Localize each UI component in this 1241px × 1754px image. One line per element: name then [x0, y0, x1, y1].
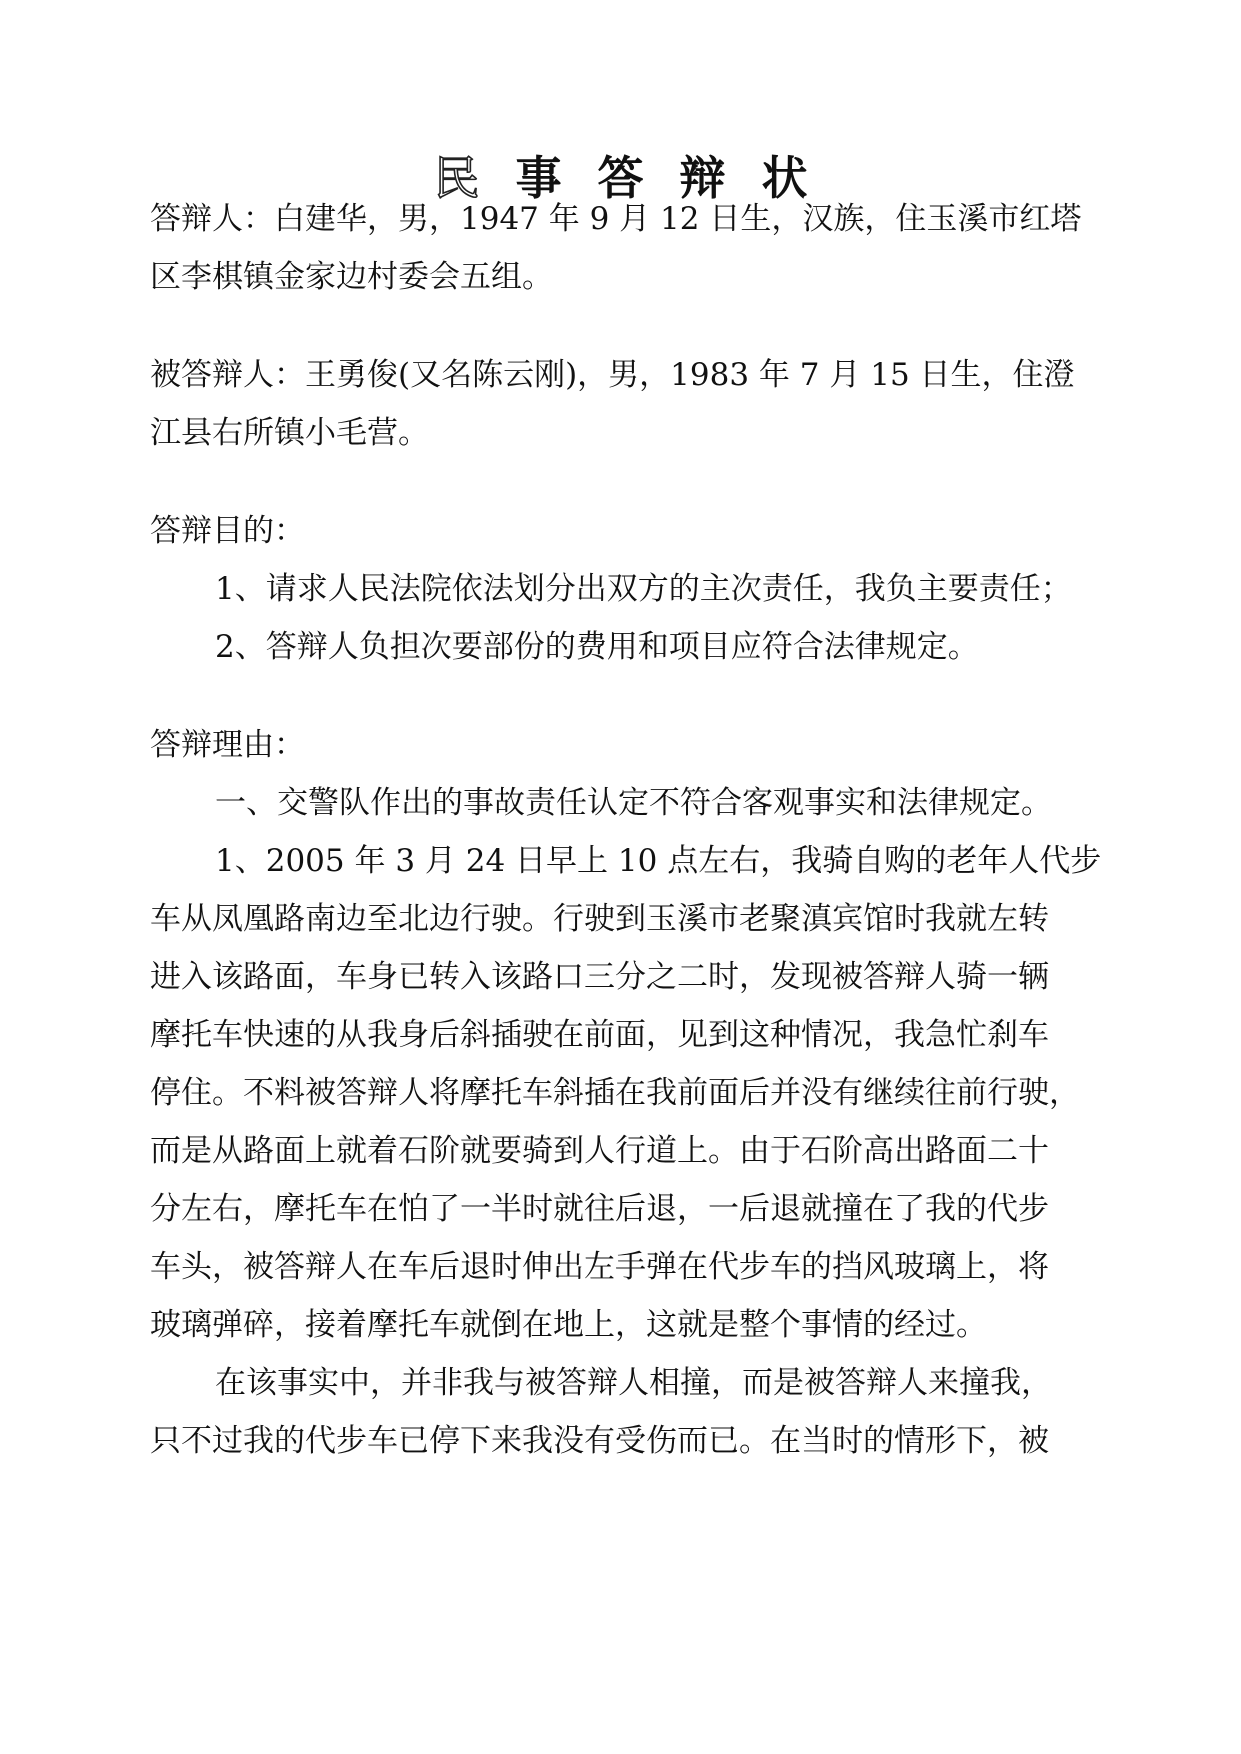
- title-char-3: 答: [597, 151, 644, 205]
- title-char-5: 状: [761, 151, 808, 205]
- reason-paragraph-line: 而是从路面上就着石阶就要骑到人行道上。由于石阶高出路面二十: [150, 1133, 1049, 1169]
- respondent-info-line-1: 被答辩人：王勇俊(又名陈云刚)，男，1983 年 7 月 15 日生，住澄: [150, 357, 1075, 393]
- reason-paragraph-line: 停住。不料被答辩人将摩托车斜插在我前面后并没有继续往前行驶，: [150, 1075, 1080, 1111]
- reason-paragraph-line: 玻璃弹碎，接着摩托车就倒在地上，这就是整个事情的经过。: [150, 1307, 987, 1343]
- purpose-heading: 答辩目的：: [150, 513, 305, 549]
- reason-paragraph-line: 车从凤凰路南边至北边行驶。行驶到玉溪市老聚滇宾馆时我就左转: [150, 901, 1049, 937]
- respondent-info-line-2: 江县右所镇小毛营。: [150, 415, 429, 451]
- title-char-4: 辩: [679, 151, 726, 205]
- title-char-2: 事: [515, 151, 562, 205]
- reason-paragraph-line: 车头，被答辩人在车后退时伸出左手弹在代步车的挡风玻璃上，将: [150, 1249, 1049, 1285]
- purpose-item-2: 2、答辩人负担次要部份的费用和项目应符合法律规定。: [215, 629, 979, 665]
- analysis-paragraph-line: 只不过我的代步车已停下来我没有受伤而已。在当时的情形下，被: [150, 1423, 1049, 1459]
- defendant-info-line-2: 区李棋镇金家边村委会五组。: [150, 259, 553, 295]
- reason-paragraph-line: 1、2005 年 3 月 24 日早上 10 点左右，我骑自购的老年人代步: [215, 843, 1102, 879]
- reason-paragraph-line: 摩托车快速的从我身后斜插驶在前面，见到这种情况，我急忙刹车: [150, 1017, 1049, 1053]
- title-char-1: 民: [433, 151, 480, 205]
- reason-paragraph-line: 进入该路面，车身已转入该路口三分之二时，发现被答辩人骑一辆: [150, 959, 1049, 995]
- reason-paragraph-line: 分左右，摩托车在怕了一半时就往后退，一后退就撞在了我的代步: [150, 1191, 1049, 1227]
- analysis-paragraph-line: 在该事实中，并非我与被答辩人相撞，而是被答辩人来撞我，: [215, 1365, 1052, 1401]
- reasons-heading: 答辩理由：: [150, 727, 305, 763]
- reason-section-1: 一、交警队作出的事故责任认定不符合客观事实和法律规定。: [215, 785, 1052, 821]
- defendant-info-line-1: 答辩人：白建华，男，1947 年 9 月 12 日生，汉族，住玉溪市红塔: [150, 201, 1082, 237]
- purpose-item-1: 1、请求人民法院依法划分出双方的主次责任，我负主要责任；: [215, 571, 1072, 607]
